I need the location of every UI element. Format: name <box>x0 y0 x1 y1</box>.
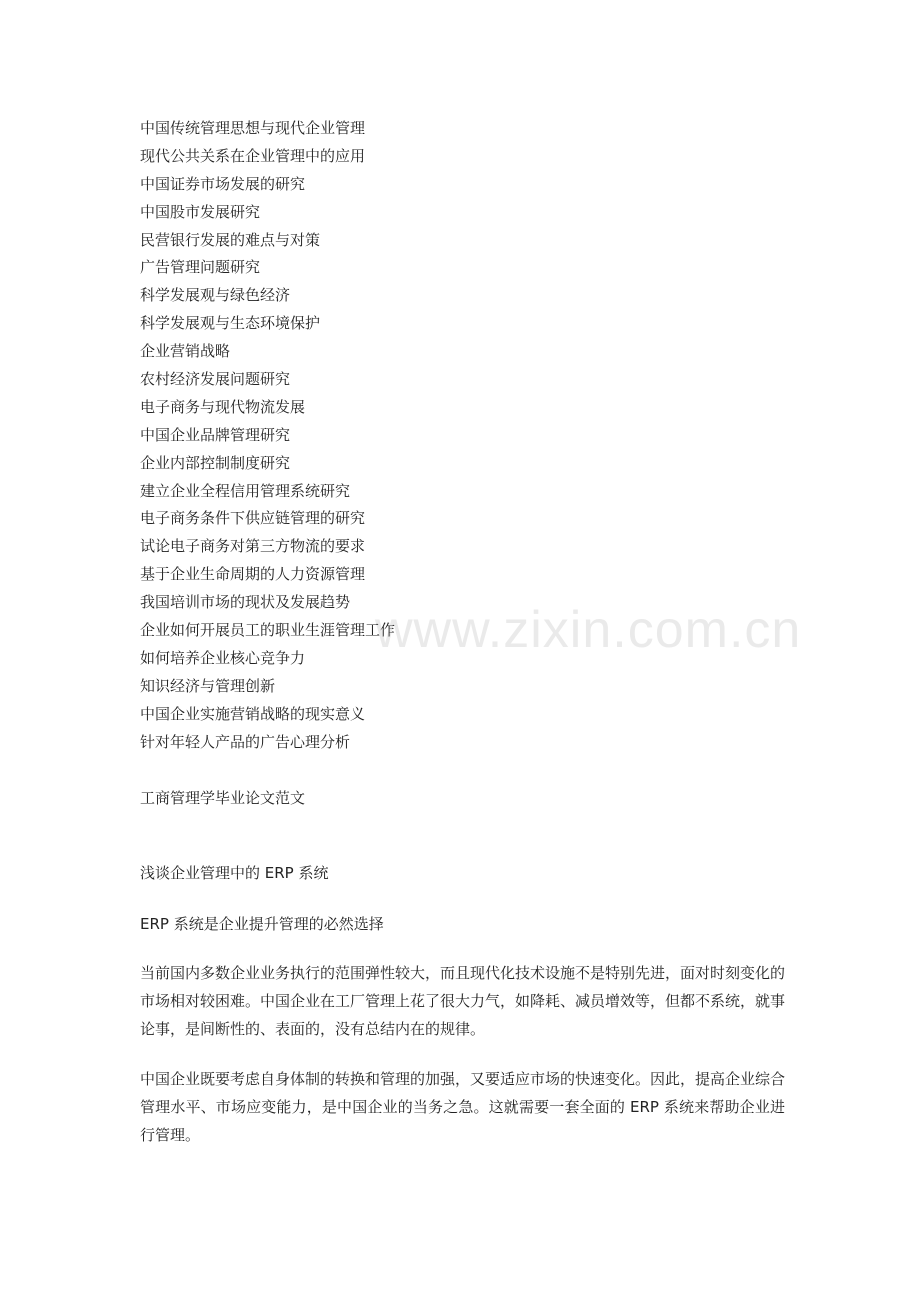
topic-item: 科学发展观与生态环境保护 <box>140 314 321 333</box>
topic-item: 科学发展观与绿色经济 <box>140 286 291 305</box>
topic-item: 如何培养企业核心竞争力 <box>140 648 306 667</box>
topic-item: 企业营销战略 <box>140 342 231 361</box>
article-title: 浅谈企业管理中的 ERP 系统 <box>140 864 329 882</box>
topic-item: 农村经济发展问题研究 <box>140 370 291 389</box>
topic-item: 中国传统管理思想与现代企业管理 <box>140 119 366 137</box>
topic-item: 建立企业全程信用管理系统研究 <box>140 481 351 500</box>
topic-item: 民营银行发展的难点与对策 <box>140 230 321 249</box>
topic-item: 企业内部控制制度研究 <box>140 453 291 472</box>
topic-item: 中国企业品牌管理研究 <box>140 425 291 444</box>
topic-item: 中国股市发展研究 <box>140 202 261 221</box>
section-heading: 工商管理学毕业论文范文 <box>140 789 306 807</box>
topic-item: 企业如何开展员工的职业生涯管理工作 <box>140 621 396 640</box>
topic-item: 我国培训市场的现状及发展趋势 <box>140 593 351 612</box>
topic-item: 现代公共关系在企业管理中的应用 <box>140 146 366 165</box>
topic-item: 中国证券市场发展的研究 <box>140 174 306 193</box>
topic-item: 知识经济与管理创新 <box>140 676 276 695</box>
body-paragraph: 中国企业既要考虑自身体制的转换和管理的加强，又要适应市场的快速变化。因此，提高企业综合管理水平、市场应变能力，是中国企业的当务之急。这就需要一套全面的 ERP 系统来帮助企业进行管理。 <box>140 1070 786 1144</box>
body-paragraph: 当前国内多数企业业务执行的范围弹性较大，而且现代化技术设施不是特别先进，面对时刻变化的市场相对较困难。中国企业在工厂管理上花了很大力气，如降耗、减员增效等，但都不系统，就事论事，是间断性的、表面的，没有总结内在的规律。 <box>140 964 786 1038</box>
topic-item: 基于企业生命周期的人力资源管理 <box>140 565 366 584</box>
topic-item: 广告管理问题研究 <box>140 258 261 277</box>
watermark: www.zixin.com.cn <box>375 601 802 659</box>
thesis-topic-list <box>140 115 395 756</box>
article-subtitle: ERP 系统是企业提升管理的必然选择 <box>140 915 384 933</box>
topic-item: 电子商务与现代物流发展 <box>140 397 306 416</box>
topic-item: 中国企业实施营销战略的现实意义 <box>140 704 366 723</box>
topic-item: 电子商务条件下供应链管理的研究 <box>140 509 366 528</box>
topic-item: 试论电子商务对第三方物流的要求 <box>140 537 366 556</box>
topic-item: 针对年轻人产品的广告心理分析 <box>140 732 351 751</box>
